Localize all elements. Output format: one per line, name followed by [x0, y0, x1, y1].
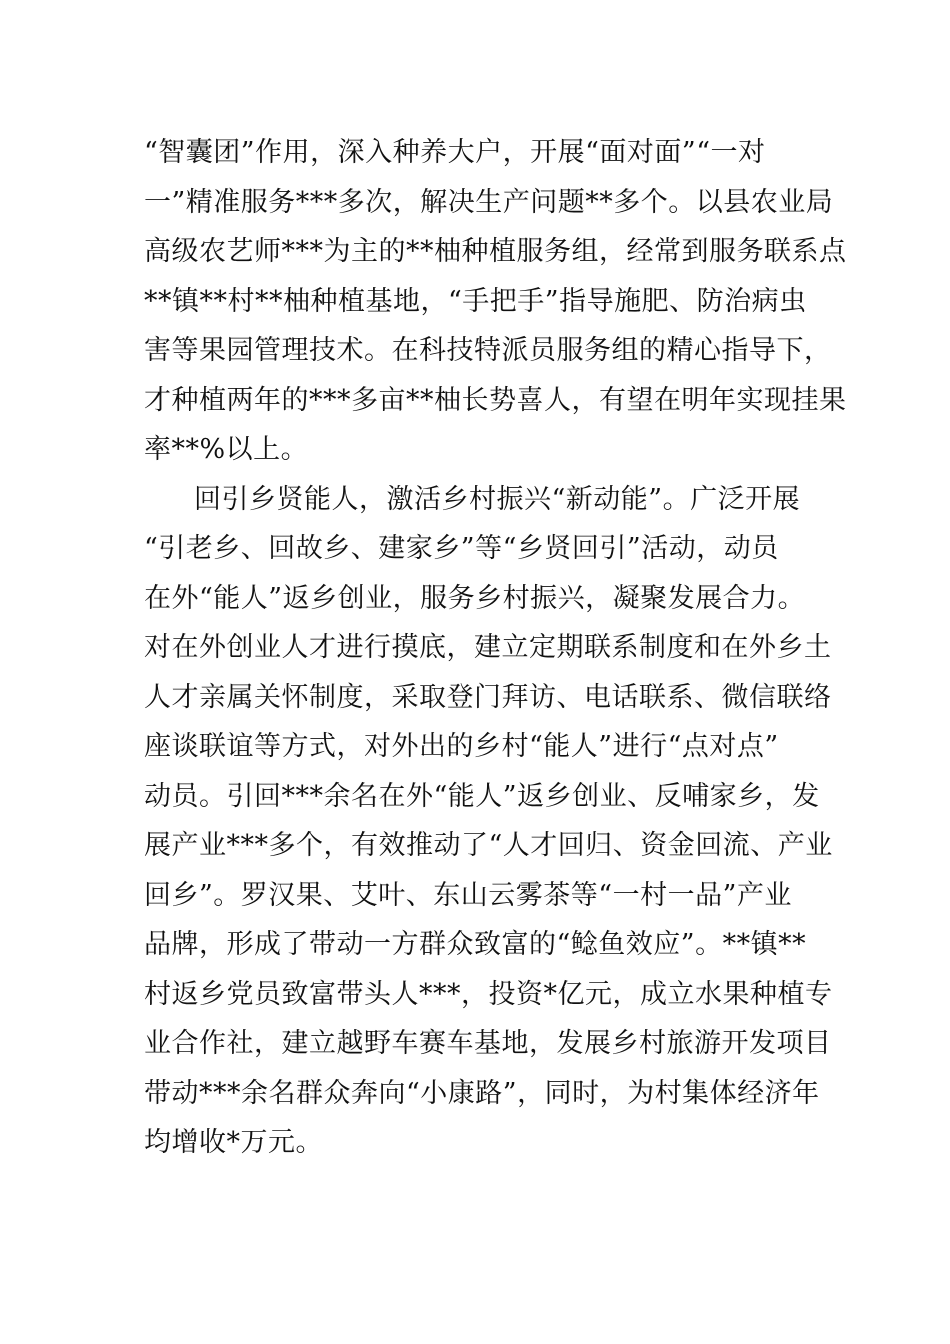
paragraph-line: 均增收*万元。: [144, 1127, 323, 1158]
paragraph-line: 座谈联谊等方式，对外出的乡村“能人”进行“点对点”: [144, 731, 779, 762]
body-text: [144, 128, 847, 1168]
paragraph-line: 带动***余名群众奔向“小康路”，同时，为村集体经济年: [144, 1077, 820, 1109]
paragraph-line: 回引乡贤能人，激活乡村振兴“新动能”。广泛开展: [194, 483, 801, 515]
paragraph-line: 回乡”。罗汉果、艾叶、东山云雾茶等“一村一品”产业: [144, 879, 792, 911]
paragraph-line: “引老乡、回故乡、建家乡”等“乡贤回引”活动，动员: [144, 533, 779, 564]
paragraph-line: 人才亲属关怀制度，采取登门拜访、电话联系、微信联络: [144, 681, 832, 713]
paragraph-1: [144, 128, 847, 475]
paragraph-line: 一”精准服务***多次，解决生产问题**多个。以县农业局: [144, 186, 834, 218]
paragraph-line: 品牌，形成了带动一方群众致富的“鲶鱼效应”。**镇**: [144, 929, 807, 960]
paragraph-line: 业合作社，建立越野车赛车基地，发展乡村旅游开发项目: [144, 1028, 832, 1059]
paragraph-line: 才种植两年的***多亩**柚长势喜人，有望在明年实现挂果: [144, 384, 847, 416]
paragraph-line: 对在外创业人才进行摸底，建立定期联系制度和在外乡土: [144, 632, 832, 663]
paragraph-line: 率**%以上。: [144, 434, 309, 465]
paragraph-line: 村返乡党员致富带头人***，投资*亿元，成立水果种植专: [144, 978, 833, 1010]
paragraph-line: 动员。引回***余名在外“能人”返乡创业、反哺家乡，发: [144, 780, 820, 812]
paragraph-line: **镇**村**柚种植基地，“手把手”指导施肥、防治病虫: [144, 285, 807, 317]
paragraph-line: 展产业***多个，有效推动了“人才回归、资金回流、产业: [144, 830, 833, 861]
paragraph-2: [144, 475, 833, 1168]
paragraph-line: 害等果园管理技术。在科技特派员服务组的精心指导下，: [144, 335, 832, 366]
paragraph-line: 在外“能人”返乡创业，服务乡村振兴，凝聚发展合力。: [144, 582, 806, 614]
paragraph-line: “智囊团”作用，深入种养大户，开展“面对面”“一对: [144, 137, 766, 168]
paragraph-line: 高级农艺师***为主的**柚种植服务组，经常到服务联系点: [144, 236, 847, 267]
